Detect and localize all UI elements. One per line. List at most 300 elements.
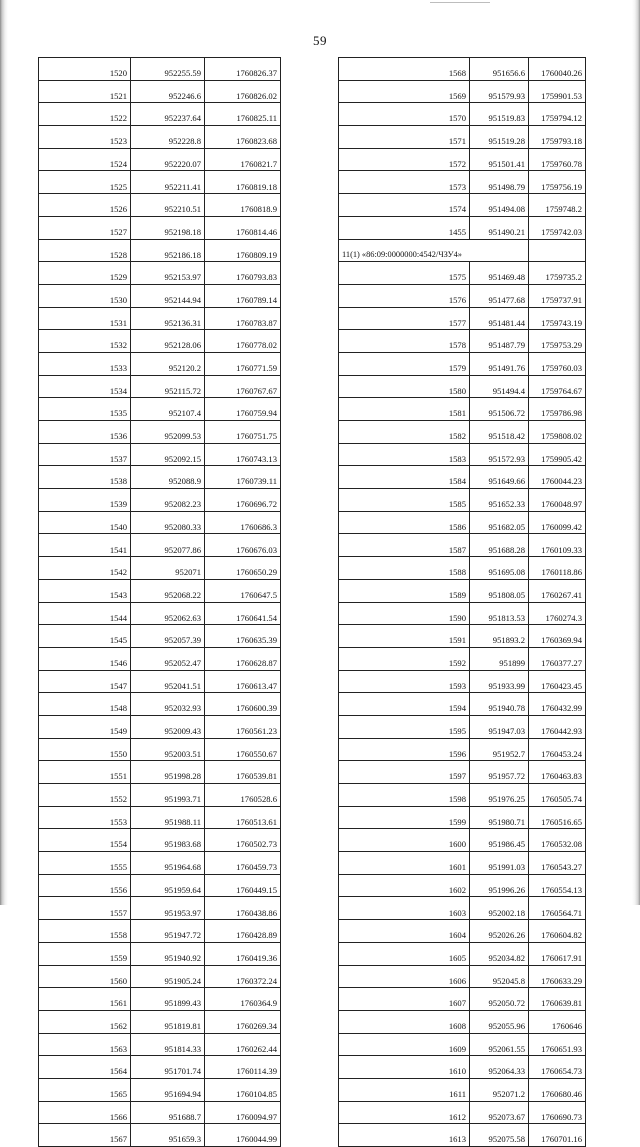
point-number-cell: 1577	[339, 307, 470, 330]
y-coordinate-cell: 1760459.73	[205, 852, 281, 875]
table-row	[339, 647, 586, 670]
x-coordinate-cell: 951814.33	[131, 1033, 205, 1056]
y-coordinate-cell: 1760550.67	[205, 738, 281, 761]
x-coordinate-cell: 952064.33	[470, 1056, 529, 1079]
table-row	[39, 534, 281, 557]
x-coordinate-cell: 952057.39	[131, 625, 205, 648]
x-coordinate-cell: 952050.72	[470, 988, 529, 1011]
table-row	[339, 443, 586, 466]
table-row	[39, 239, 281, 262]
table-row	[339, 171, 586, 194]
x-coordinate-cell: 952246.6	[131, 80, 205, 103]
table-right-bottom-body	[339, 262, 586, 1147]
point-number-cell: 1537	[39, 443, 131, 466]
point-number-cell: 1597	[339, 761, 470, 784]
y-coordinate-cell: 1760094.97	[205, 1101, 281, 1124]
table-row	[339, 1124, 586, 1147]
point-number-cell: 1566	[39, 1101, 131, 1124]
y-coordinate-cell: 1760048.97	[529, 489, 586, 512]
x-coordinate-cell: 952099.53	[131, 421, 205, 444]
y-coordinate-cell: 1760449.15	[205, 874, 281, 897]
y-coordinate-cell: 1760825.11	[205, 103, 281, 126]
x-coordinate-cell: 952186.18	[131, 239, 205, 262]
y-coordinate-cell: 1760364.9	[205, 988, 281, 1011]
x-coordinate-cell: 951494.08	[470, 194, 529, 217]
table-row	[39, 216, 281, 239]
y-coordinate-cell: 1760516.65	[529, 806, 586, 829]
table-row	[339, 1078, 586, 1101]
y-coordinate-cell: 1760502.73	[205, 829, 281, 852]
table-row	[39, 330, 281, 353]
x-coordinate-cell: 951980.71	[470, 806, 529, 829]
point-number-cell: 1613	[339, 1124, 470, 1147]
y-coordinate-cell: 1760701.16	[529, 1124, 586, 1147]
point-number-cell: 1550	[39, 738, 131, 761]
y-coordinate-cell: 1760438.86	[205, 897, 281, 920]
x-coordinate-cell: 951490.21	[470, 216, 529, 239]
table-row	[39, 557, 281, 580]
point-number-cell: 1539	[39, 489, 131, 512]
x-coordinate-cell: 951986.45	[470, 829, 529, 852]
point-number-cell: 1584	[339, 466, 470, 489]
section-row	[339, 239, 586, 262]
y-coordinate-cell: 1760453.24	[529, 738, 586, 761]
table-row	[339, 625, 586, 648]
point-number-cell: 1593	[339, 670, 470, 693]
y-coordinate-cell: 1759760.03	[529, 352, 586, 375]
x-coordinate-cell: 952120.2	[131, 352, 205, 375]
y-coordinate-cell: 1760814.46	[205, 216, 281, 239]
table-row	[39, 375, 281, 398]
y-coordinate-cell: 1760696.72	[205, 489, 281, 512]
x-coordinate-cell: 952009.43	[131, 715, 205, 738]
point-number-cell: 1580	[339, 375, 470, 398]
table-row	[39, 1010, 281, 1033]
point-number-cell: 1569	[339, 80, 470, 103]
point-number-cell: 1589	[339, 579, 470, 602]
table-row	[39, 489, 281, 512]
table-row	[39, 1124, 281, 1147]
y-coordinate-cell: 1760428.89	[205, 920, 281, 943]
point-number-cell: 1543	[39, 579, 131, 602]
table-right-section	[339, 239, 586, 262]
point-number-cell: 1594	[339, 693, 470, 716]
table-row	[39, 421, 281, 444]
x-coordinate-cell: 951649.66	[470, 466, 529, 489]
x-coordinate-cell: 951659.3	[131, 1124, 205, 1147]
y-coordinate-cell: 1760274.3	[529, 602, 586, 625]
x-coordinate-cell: 951519.83	[470, 103, 529, 126]
y-coordinate-cell: 1760650.29	[205, 557, 281, 580]
x-coordinate-cell: 951899.43	[131, 988, 205, 1011]
point-number-cell: 1571	[339, 126, 470, 149]
point-number-cell: 1549	[39, 715, 131, 738]
x-coordinate-cell: 951487.79	[470, 330, 529, 353]
table-row	[339, 80, 586, 103]
x-coordinate-cell: 952082.23	[131, 489, 205, 512]
x-coordinate-cell: 951899	[470, 647, 529, 670]
table-row	[339, 784, 586, 807]
y-coordinate-cell: 1760532.08	[529, 829, 586, 852]
y-coordinate-cell: 1760561.23	[205, 715, 281, 738]
x-coordinate-cell: 951813.53	[470, 602, 529, 625]
point-number-cell: 1548	[39, 693, 131, 716]
point-number-cell: 1552	[39, 784, 131, 807]
page-number: 59	[313, 33, 327, 48]
point-number-cell: 1585	[339, 489, 470, 512]
table-row	[339, 920, 586, 943]
table-row	[339, 829, 586, 852]
y-coordinate-cell: 1760044.99	[205, 1124, 281, 1147]
x-coordinate-cell: 952255.59	[131, 58, 205, 81]
y-coordinate-cell: 1760641.54	[205, 602, 281, 625]
table-row	[39, 670, 281, 693]
x-coordinate-cell: 951993.71	[131, 784, 205, 807]
point-number-cell: 1575	[339, 262, 470, 285]
y-coordinate-cell: 1759760.78	[529, 148, 586, 171]
x-coordinate-cell: 952003.51	[131, 738, 205, 761]
x-coordinate-cell: 952153.97	[131, 262, 205, 285]
table-row	[339, 1101, 586, 1124]
x-coordinate-cell: 952136.31	[131, 307, 205, 330]
y-coordinate-cell: 1759793.18	[529, 126, 586, 149]
table-row	[339, 352, 586, 375]
y-coordinate-cell: 1760686.3	[205, 511, 281, 534]
y-coordinate-cell: 1760505.74	[529, 784, 586, 807]
point-number-cell: 1609	[339, 1033, 470, 1056]
point-number-cell: 1554	[39, 829, 131, 852]
point-number-cell: 1529	[39, 262, 131, 285]
y-coordinate-cell: 1760646	[529, 1010, 586, 1033]
x-coordinate-cell: 952075.58	[470, 1124, 529, 1147]
table-row	[39, 897, 281, 920]
table-row	[339, 693, 586, 716]
y-coordinate-cell: 1760442.93	[529, 715, 586, 738]
point-number-cell: 1582	[339, 421, 470, 444]
y-coordinate-cell: 1760617.91	[529, 942, 586, 965]
y-coordinate-cell: 1760751.75	[205, 421, 281, 444]
y-coordinate-cell: 1760528.6	[205, 784, 281, 807]
x-coordinate-cell: 952061.55	[470, 1033, 529, 1056]
table-row	[39, 920, 281, 943]
y-coordinate-cell: 1760767.67	[205, 375, 281, 398]
x-coordinate-cell: 951519.28	[470, 126, 529, 149]
y-coordinate-cell: 1760635.39	[205, 625, 281, 648]
y-coordinate-cell: 1759748.2	[529, 194, 586, 217]
point-number-cell: 1599	[339, 806, 470, 829]
point-number-cell: 1533	[39, 352, 131, 375]
point-number-cell: 1547	[39, 670, 131, 693]
x-coordinate-cell: 951579.93	[470, 80, 529, 103]
x-coordinate-cell: 952198.18	[131, 216, 205, 239]
y-coordinate-cell: 1759756.19	[529, 171, 586, 194]
table-row	[39, 693, 281, 716]
point-number-cell: 1545	[39, 625, 131, 648]
point-number-cell: 1565	[39, 1078, 131, 1101]
y-coordinate-cell: 1760639.81	[529, 988, 586, 1011]
y-coordinate-cell: 1760680.46	[529, 1078, 586, 1101]
x-coordinate-cell: 952107.4	[131, 398, 205, 421]
scan-top-mark	[430, 2, 490, 3]
table-left-body	[39, 58, 281, 1147]
table-row	[39, 579, 281, 602]
point-number-cell: 1530	[39, 284, 131, 307]
table-row	[339, 421, 586, 444]
x-coordinate-cell: 952237.64	[131, 103, 205, 126]
point-number-cell: 1583	[339, 443, 470, 466]
y-coordinate-cell: 1759901.53	[529, 80, 586, 103]
table-row	[39, 126, 281, 149]
table-row	[39, 443, 281, 466]
point-number-cell: 1568	[339, 58, 470, 81]
y-coordinate-cell: 1760676.03	[205, 534, 281, 557]
y-coordinate-cell: 1760513.61	[205, 806, 281, 829]
table-row	[39, 988, 281, 1011]
table-row	[339, 988, 586, 1011]
y-coordinate-cell: 1759764.67	[529, 375, 586, 398]
x-coordinate-cell: 951893.2	[470, 625, 529, 648]
table-row	[339, 194, 586, 217]
x-coordinate-cell: 951940.78	[470, 693, 529, 716]
x-coordinate-cell: 952002.18	[470, 897, 529, 920]
point-number-cell: 1540	[39, 511, 131, 534]
point-number-cell: 1570	[339, 103, 470, 126]
y-coordinate-cell: 1760104.85	[205, 1078, 281, 1101]
point-number-cell: 1592	[339, 647, 470, 670]
table-row	[39, 171, 281, 194]
y-coordinate-cell: 1760647.5	[205, 579, 281, 602]
point-number-cell: 1605	[339, 942, 470, 965]
y-coordinate-cell: 1760793.83	[205, 262, 281, 285]
x-coordinate-cell: 952220.07	[131, 148, 205, 171]
table-row	[339, 103, 586, 126]
table-row	[39, 784, 281, 807]
point-number-cell: 1563	[39, 1033, 131, 1056]
point-number-cell: 1574	[339, 194, 470, 217]
y-coordinate-cell: 1759753.29	[529, 330, 586, 353]
y-coordinate-cell: 1759794.12	[529, 103, 586, 126]
point-number-cell: 1557	[39, 897, 131, 920]
x-coordinate-cell: 951701.74	[131, 1056, 205, 1079]
x-coordinate-cell: 952055.96	[470, 1010, 529, 1033]
point-number-cell: 1606	[339, 965, 470, 988]
point-number-cell: 1525	[39, 171, 131, 194]
y-coordinate-cell: 1760564.71	[529, 897, 586, 920]
y-coordinate-cell: 1760818.9	[205, 194, 281, 217]
point-number-cell: 1531	[39, 307, 131, 330]
point-number-cell: 1602	[339, 874, 470, 897]
point-number-cell: 1603	[339, 897, 470, 920]
y-coordinate-cell: 1760099.42	[529, 511, 586, 534]
table-row	[39, 398, 281, 421]
point-number-cell: 1579	[339, 352, 470, 375]
x-coordinate-cell: 952032.93	[131, 693, 205, 716]
point-number-cell: 1590	[339, 602, 470, 625]
point-number-cell: 1558	[39, 920, 131, 943]
point-number-cell: 1595	[339, 715, 470, 738]
x-coordinate-cell: 951688.28	[470, 534, 529, 557]
point-number-cell: 1587	[339, 534, 470, 557]
x-coordinate-cell: 951983.68	[131, 829, 205, 852]
table-row	[339, 284, 586, 307]
x-coordinate-cell: 952080.33	[131, 511, 205, 534]
x-coordinate-cell: 951947.03	[470, 715, 529, 738]
point-number-cell: 1596	[339, 738, 470, 761]
y-coordinate-cell: 1760783.87	[205, 307, 281, 330]
table-row	[39, 284, 281, 307]
x-coordinate-cell: 951469.48	[470, 262, 529, 285]
point-number-cell: 1610	[339, 1056, 470, 1079]
table-row	[339, 307, 586, 330]
x-coordinate-cell: 951988.11	[131, 806, 205, 829]
table-row	[339, 897, 586, 920]
point-number-cell: 1598	[339, 784, 470, 807]
table-row	[339, 852, 586, 875]
x-coordinate-cell: 951957.72	[470, 761, 529, 784]
y-coordinate-cell: 1760600.39	[205, 693, 281, 716]
y-coordinate-cell: 1760778.02	[205, 330, 281, 353]
point-number-cell: 1567	[39, 1124, 131, 1147]
point-number-cell: 1524	[39, 148, 131, 171]
x-coordinate-cell: 951491.76	[470, 352, 529, 375]
x-coordinate-cell: 952034.82	[470, 942, 529, 965]
y-coordinate-cell: 1760109.33	[529, 534, 586, 557]
table-row	[339, 942, 586, 965]
table-row	[339, 375, 586, 398]
x-coordinate-cell: 951964.68	[131, 852, 205, 875]
x-coordinate-cell: 952026.26	[470, 920, 529, 943]
y-coordinate-cell: 1760269.34	[205, 1010, 281, 1033]
point-number-cell: 1611	[339, 1078, 470, 1101]
point-number-cell: 1581	[339, 398, 470, 421]
x-coordinate-cell: 951991.03	[470, 852, 529, 875]
point-number-cell: 1522	[39, 103, 131, 126]
x-coordinate-cell: 952115.72	[131, 375, 205, 398]
x-coordinate-cell: 952077.86	[131, 534, 205, 557]
x-coordinate-cell: 951477.68	[470, 284, 529, 307]
table-row	[339, 511, 586, 534]
table-row	[39, 874, 281, 897]
x-coordinate-cell: 952068.22	[131, 579, 205, 602]
x-coordinate-cell: 951976.25	[470, 784, 529, 807]
table-row	[39, 738, 281, 761]
scan-edge-right	[632, 0, 640, 905]
table-row	[39, 1033, 281, 1056]
y-coordinate-cell: 1760826.02	[205, 80, 281, 103]
x-coordinate-cell: 951481.44	[470, 307, 529, 330]
x-coordinate-cell: 952073.67	[470, 1101, 529, 1124]
x-coordinate-cell: 952071	[131, 557, 205, 580]
point-number-cell: 1555	[39, 852, 131, 875]
point-number-cell: 1536	[39, 421, 131, 444]
y-coordinate-cell: 1760543.27	[529, 852, 586, 875]
y-coordinate-cell: 1760633.29	[529, 965, 586, 988]
x-coordinate-cell: 952052.47	[131, 647, 205, 670]
point-number-cell: 1526	[39, 194, 131, 217]
point-number-cell: 1560	[39, 965, 131, 988]
x-coordinate-cell: 951695.08	[470, 557, 529, 580]
x-coordinate-cell: 951953.97	[131, 897, 205, 920]
table-row	[339, 58, 586, 81]
y-coordinate-cell: 1760690.73	[529, 1101, 586, 1124]
table-row	[339, 398, 586, 421]
y-coordinate-cell: 1760651.93	[529, 1033, 586, 1056]
x-coordinate-cell: 952088.9	[131, 466, 205, 489]
table-row	[39, 852, 281, 875]
x-coordinate-cell: 951959.64	[131, 874, 205, 897]
y-coordinate-cell: 1760539.81	[205, 761, 281, 784]
x-coordinate-cell: 951694.94	[131, 1078, 205, 1101]
x-coordinate-cell: 952045.8	[470, 965, 529, 988]
point-number-cell: 1528	[39, 239, 131, 262]
x-coordinate-cell: 951572.93	[470, 443, 529, 466]
table-row	[339, 557, 586, 580]
x-coordinate-cell: 952092.15	[131, 443, 205, 466]
x-coordinate-cell: 951940.92	[131, 942, 205, 965]
table-row	[39, 262, 281, 285]
table-row	[339, 262, 586, 285]
table-row	[339, 534, 586, 557]
table-row	[39, 511, 281, 534]
point-number-cell: 1553	[39, 806, 131, 829]
point-number-cell: 1586	[339, 511, 470, 534]
x-coordinate-cell: 951682.05	[470, 511, 529, 534]
x-coordinate-cell: 952144.94	[131, 284, 205, 307]
point-number-cell: 1542	[39, 557, 131, 580]
table-row	[339, 489, 586, 512]
table-row	[39, 806, 281, 829]
y-coordinate-cell: 1759808.02	[529, 421, 586, 444]
table-row	[339, 670, 586, 693]
table-row	[39, 103, 281, 126]
y-coordinate-cell: 1760826.37	[205, 58, 281, 81]
table-row	[39, 80, 281, 103]
x-coordinate-cell: 951996.26	[470, 874, 529, 897]
y-coordinate-cell: 1759786.98	[529, 398, 586, 421]
y-coordinate-cell: 1760114.39	[205, 1056, 281, 1079]
x-coordinate-cell: 952210.51	[131, 194, 205, 217]
y-coordinate-cell: 1759742.03	[529, 216, 586, 239]
point-number-cell: 1535	[39, 398, 131, 421]
point-number-cell: 1600	[339, 829, 470, 852]
table-row	[39, 194, 281, 217]
table-row	[39, 715, 281, 738]
point-number-cell: 1556	[39, 874, 131, 897]
table-row	[39, 58, 281, 81]
table-row	[339, 216, 586, 239]
y-coordinate-cell: 1760743.13	[205, 443, 281, 466]
table-row	[339, 148, 586, 171]
x-coordinate-cell: 951905.24	[131, 965, 205, 988]
point-number-cell: 1527	[39, 216, 131, 239]
table-row	[39, 307, 281, 330]
point-number-cell: 1572	[339, 148, 470, 171]
y-coordinate-cell: 1759905.42	[529, 443, 586, 466]
table-row	[39, 1056, 281, 1079]
y-coordinate-cell: 1760377.27	[529, 647, 586, 670]
point-number-cell: 1523	[39, 126, 131, 149]
y-coordinate-cell: 1760423.45	[529, 670, 586, 693]
table-row	[39, 602, 281, 625]
point-number-cell: 1564	[39, 1056, 131, 1079]
x-coordinate-cell: 951952.7	[470, 738, 529, 761]
point-number-cell: 1546	[39, 647, 131, 670]
point-number-cell: 1608	[339, 1010, 470, 1033]
table-row	[339, 738, 586, 761]
coordinates-table-left	[38, 57, 281, 1147]
y-coordinate-cell: 1760654.73	[529, 1056, 586, 1079]
section-label: 11(1) «86:09:0000000:4542/ЧЗУ4»	[339, 239, 529, 262]
